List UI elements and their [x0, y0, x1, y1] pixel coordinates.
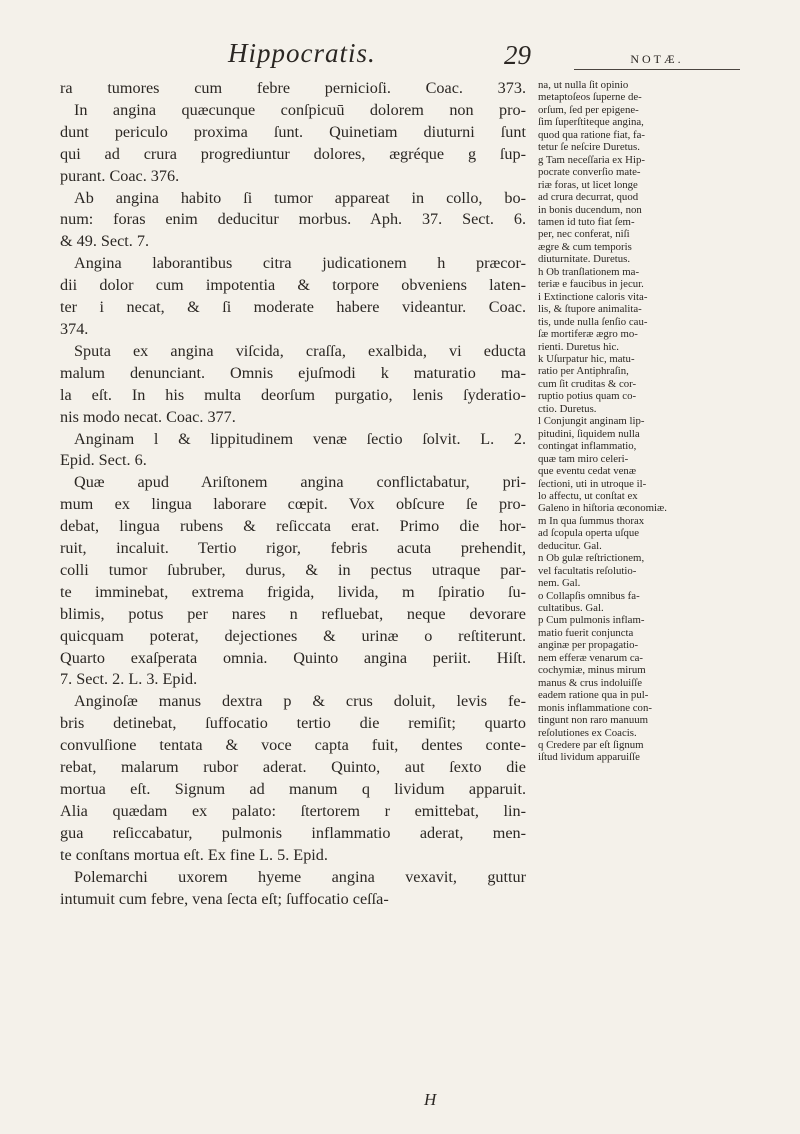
note-line: h Ob tranſlationem ma-	[538, 265, 640, 278]
main-text-line: & 49. Sect. 7.	[60, 232, 150, 251]
note-line: nem efferæ venarum ca-	[538, 651, 644, 664]
note-line: nem. Gal.	[538, 577, 581, 590]
main-text-line: convulſione tentata & voce capta fuit, dentes conte-	[60, 736, 526, 755]
main-text-line: Sputa ex angina viſcida, craſſa, exalbida, vi educta	[74, 341, 526, 360]
note-line: i Extinctione caloris vita-	[538, 290, 648, 303]
main-text-line: bris detinebat, ſuffocatio tertio die remiſit; quarto	[60, 714, 526, 733]
main-text-line: Anginam l & lippitudinem venæ ſectio ſolvit. L. 2.	[74, 429, 526, 448]
note-line: anginæ per propagatio-	[538, 639, 639, 652]
note-line: k Uſurpatur hic, matu-	[538, 352, 635, 365]
note-line: iſtud lividum apparuiſſe	[538, 751, 640, 764]
page-header	[0, 38, 800, 78]
note-line: ſim ſuperſtiteque angina,	[538, 116, 644, 129]
note-line: in bonis ducendum, non	[538, 203, 642, 216]
note-line: riæ foras, ut licet longe	[538, 178, 638, 191]
note-line: lo affectu, ut conſtat ex	[538, 489, 638, 502]
note-line: l Conjungit anginam lip-	[538, 415, 645, 428]
note-line: deducitur. Gal.	[538, 539, 602, 552]
notes-heading: NOTÆ.	[574, 52, 740, 70]
note-line: teriæ e faucibus in jecur.	[538, 278, 644, 291]
main-text-line: 7. Sect. 2. L. 3. Epid.	[60, 670, 198, 689]
note-line: ſæ mortiferæ ægro mo-	[538, 328, 638, 341]
main-text-line: mum ex lingua laborare cœpit. Vox obſcure ſe pro-	[60, 495, 526, 514]
note-line: monis inflammatione con-	[538, 701, 652, 714]
main-text-line: purant. Coac. 376.	[60, 166, 180, 185]
note-line: ruptio potius quam co-	[538, 390, 637, 403]
main-text-line: blimis, potus per nares n refluebat, neque devorare	[60, 604, 526, 623]
main-text-line: intumuit cum febre, vena ſecta eſt; ſuffocatio ceſſa-	[60, 889, 389, 908]
note-line: na, ut nulla ſit opinio	[538, 79, 629, 91]
note-line: reſolutiones ex Coacis.	[538, 726, 637, 739]
note-line: lis, & ſtupore animalita-	[538, 303, 642, 316]
note-line: manus & crus indoluiſſe	[538, 676, 643, 689]
note-line: vel facultatis reſolutio-	[538, 564, 637, 577]
main-text-line: ra tumores cum febre pernicioſi. Coac. 373.	[60, 79, 526, 97]
note-line: g Tam neceſſaria ex Hip-	[538, 153, 645, 166]
main-text-line: nis modo necat. Coac. 377.	[60, 407, 236, 426]
main-text-line: te imminebat, extrema frigida, livida, m ſpiratio ſu-	[60, 582, 526, 601]
note-line: o Collapſis omnibus fa-	[538, 589, 640, 602]
main-text-line: 374.	[60, 319, 89, 338]
main-text-line: te conſtans mortua eſt. Ex fine L. 5. Epid.	[60, 845, 328, 864]
note-line: matio fuerit conjuncta	[538, 626, 634, 639]
note-line: p Cum pulmonis inflam-	[538, 614, 645, 627]
note-line: que eventu cedat venæ	[538, 465, 637, 478]
main-text-line: colli tumor ſubruber, durus, & in pectus utraque par-	[60, 560, 526, 579]
notes-column	[538, 79, 746, 764]
note-line: eadem ratione qua in pul-	[538, 689, 649, 702]
note-line: orſum, ſed per epigene-	[538, 103, 639, 116]
note-line: quæ tam miro celeri-	[538, 452, 629, 465]
note-line: tis, unde nulla ſenſio cau-	[538, 315, 648, 328]
note-line: cultatibus. Gal.	[538, 602, 604, 615]
main-text-line: Polemarchi uxorem hyeme angina vexavit, guttur	[74, 867, 526, 886]
page-number: 29	[504, 40, 531, 70]
main-text-line: num: foras enim deducitur morbus. Aph. 37. Sect. 6.	[60, 210, 526, 229]
note-line: rienti. Duretus hic.	[538, 340, 619, 353]
signature-mark: H	[424, 1090, 439, 1109]
main-text-line: Epid. Sect. 6.	[60, 451, 147, 470]
main-text-line: dii dolor cum impotentia & torpore obveniens laten-	[60, 276, 526, 295]
note-line: ratio per Antiphraſin,	[538, 365, 629, 378]
main-text-line: quicquam poterat, dejectiones & urinæ o reſtiterunt.	[60, 626, 526, 645]
note-line: cum ſit cruditas & cor-	[538, 377, 637, 390]
note-line: m In qua ſummus thorax	[538, 514, 645, 527]
note-line: tamen id tuto fiat ſem-	[538, 215, 635, 228]
main-text-line: dunt periculo proxima ſunt. Quinetiam diuturni ſunt	[60, 122, 526, 141]
note-line: q Credere par eſt ſignum	[538, 739, 644, 752]
main-text-line: Alia quædam ex palato: ſtertorem r emittebat, lin-	[60, 801, 526, 820]
main-text-line: ter i necat, & ſi moderate habere videantur. Coac.	[60, 298, 526, 317]
main-text-line: qui ad crura progrediuntur dolores, ægréque g ſup-	[60, 144, 526, 163]
running-title: Hippocratis.	[228, 38, 376, 68]
note-line: quod qua ratione fiat, fa-	[538, 128, 646, 141]
main-text-line: debat, lingua rubens & reſiccata erat. Primo die hor-	[60, 517, 526, 536]
main-text-line: Quarto exaſperata omnia. Quinto angina periit. Hiſt.	[60, 648, 526, 667]
note-line: ad crura decurrat, quod	[538, 191, 639, 204]
note-line: contingat inflammatio,	[538, 440, 637, 453]
note-line: metaptoſeos ſuperne de-	[538, 91, 642, 104]
main-text-line: ruit, incaluit. Tertio rigor, febris acuta prehendit,	[60, 539, 526, 558]
note-line: cochymiæ, minus mirum	[538, 664, 646, 677]
note-line: n Ob gulæ reſtrictionem,	[538, 552, 645, 565]
main-text-line: mortua eſt. Signum ad manum q lividum apparuit.	[60, 780, 526, 798]
note-line: pitudini, ſiquidem nulla	[538, 427, 640, 440]
main-text-line: Anginoſæ manus dextra p & crus doluit, levis fe-	[74, 692, 526, 711]
note-line: pocrate converſio mate-	[538, 166, 641, 179]
note-line: tetur ſe neſcire Duretus.	[538, 141, 640, 154]
main-text-column	[60, 78, 526, 910]
note-line: ſectioni, uti in utroque il-	[538, 477, 647, 490]
main-text-line: In angina quæcunque conſpicuū dolorem non pro-	[74, 100, 526, 119]
main-text-line: Quæ apud Ariſtonem angina conflictabatur, pri-	[74, 473, 526, 492]
note-line: Galeno in hiſtoria œconomiæ.	[538, 502, 667, 515]
note-line: ad ſcopula operta uſque	[538, 527, 640, 540]
main-text-line: Angina laborantibus citra judicationem h præcor-	[74, 254, 526, 273]
main-text-line: la eſt. In his multa deorſum purgatio, lenis ſyderatio-	[60, 385, 526, 404]
note-line: ctio. Duretus.	[538, 402, 597, 415]
main-text-line: rebat, malarum rubor aderat. Quinto, aut ſexto die	[60, 758, 526, 777]
note-line: diuturnitate. Duretus.	[538, 253, 631, 266]
note-line: per, nec conferat, niſi	[538, 228, 630, 241]
note-line: ægre & cum temporis	[538, 240, 632, 253]
main-text-line: gua reſiccabatur, pulmonis inflammatio aderat, men-	[60, 823, 526, 842]
note-line: tingunt non raro manuum	[538, 714, 649, 727]
main-text-line: Ab angina habito ſi tumor appareat in collo, bo-	[74, 188, 526, 207]
main-text-line: malum denunciant. Omnis ejuſmodi k maturatio ma-	[60, 363, 526, 382]
